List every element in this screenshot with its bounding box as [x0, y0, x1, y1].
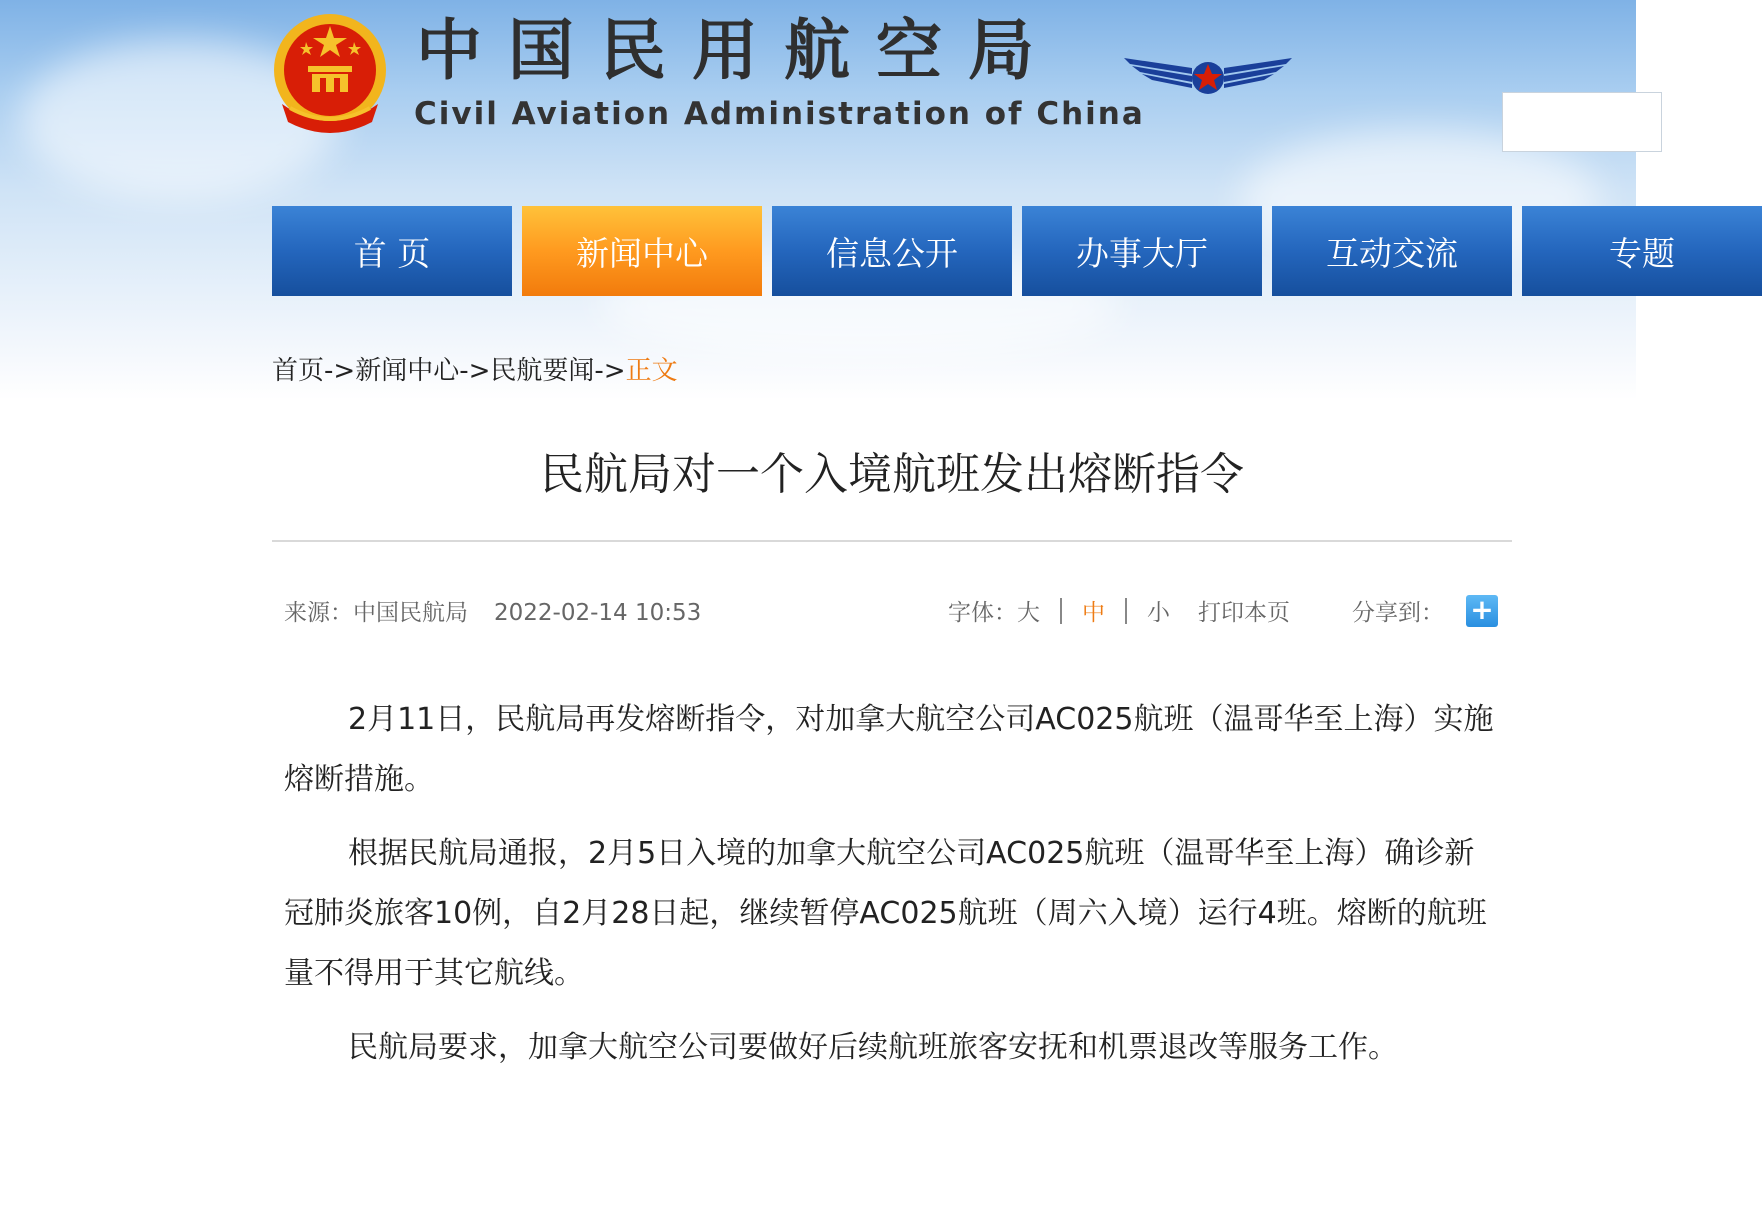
- breadcrumb-link-news-center[interactable]: 新闻中心: [355, 356, 460, 386]
- nav-item-special-topics[interactable]: 专题: [1522, 206, 1762, 296]
- article-source: 来源：中国民航局: [284, 600, 468, 626]
- main-navigation: [272, 206, 1762, 296]
- article-paragraph: 民航局要求，加拿大航空公司要做好后续航班旅客安抚和机票退改等服务工作。: [348, 1030, 1398, 1065]
- article-date: 2022-02-14 10:53: [494, 600, 702, 626]
- print-page-link[interactable]: 打印本页: [1198, 600, 1290, 626]
- article-paragraph: 根据民航局通报，2月5日入境的加拿大航空公司AC025航班（温哥华至上海）确诊新冠肺炎旅客10例，自2月28日起，继续暂停AC025航班（周六入境）运行4班。熔断的航班量不得用于其它航线。: [284, 836, 1487, 991]
- breadcrumb-link-aviation-news[interactable]: 民航要闻: [490, 356, 595, 386]
- nav-item-information-disclosure[interactable]: 信息公开: [772, 206, 1012, 296]
- nav-item-interaction[interactable]: 互动交流: [1272, 206, 1512, 296]
- breadcrumb-separator: ->: [324, 356, 356, 386]
- share-label: 分享到：: [1352, 600, 1444, 626]
- article-tools: [948, 594, 1498, 627]
- breadcrumb-separator: ->: [459, 356, 491, 386]
- article-title: 民航局对一个入境航班发出熔断指令: [540, 449, 1244, 500]
- site-title-chinese: 中国民用航空局: [416, 12, 1060, 89]
- national-emblem-logo: [272, 12, 388, 138]
- font-size-small-button[interactable]: 小: [1147, 600, 1170, 626]
- breadcrumb-current: 正文: [625, 356, 678, 386]
- title-divider: [272, 540, 1512, 542]
- divider: [1125, 598, 1127, 624]
- font-size-medium-button[interactable]: 中: [1082, 600, 1105, 626]
- share-plus-icon[interactable]: +: [1466, 595, 1498, 627]
- site-title-english: Civil Aviation Administration of China: [414, 96, 1145, 132]
- article-meta: [284, 594, 701, 627]
- breadcrumb-separator: ->: [594, 356, 626, 386]
- nav-item-service-hall[interactable]: 办事大厅: [1022, 206, 1262, 296]
- search-input[interactable]: [1502, 92, 1662, 152]
- divider: [1060, 598, 1062, 624]
- caac-wings-logo: [1122, 52, 1294, 104]
- article-body: [284, 690, 1502, 1092]
- nav-item-news-center[interactable]: 新闻中心: [522, 206, 762, 296]
- nav-item-home[interactable]: 首 页: [272, 206, 512, 296]
- font-size-label: 字体：: [948, 600, 1017, 626]
- breadcrumb-link-home[interactable]: 首页: [272, 356, 325, 386]
- breadcrumb: [272, 350, 678, 387]
- article-paragraph: 2月11日，民航局再发熔断指令，对加拿大航空公司AC025航班（温哥华至上海）实施熔断措施。: [284, 702, 1494, 797]
- font-size-large-button[interactable]: 大: [1017, 600, 1040, 626]
